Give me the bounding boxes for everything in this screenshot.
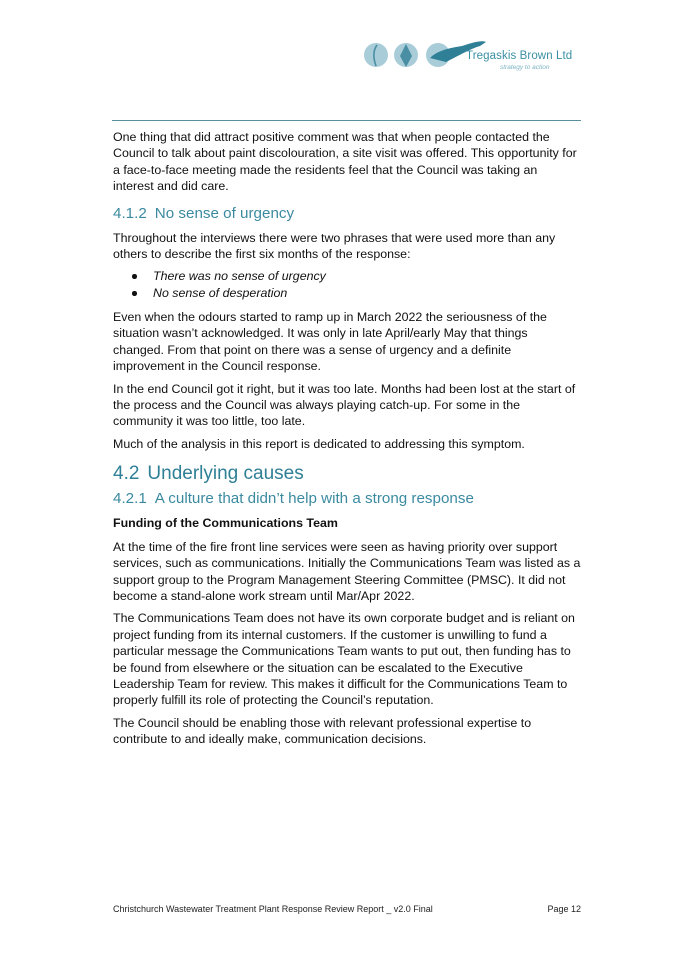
section-number: 4.2 bbox=[113, 463, 140, 485]
paragraph: Throughout the interviews there were two phrases that were used more than any others to describe the first six months of the response: bbox=[113, 230, 556, 262]
paragraph: The Council should be enabling those with relevant professional expertise to contribute to and ideally make, communication decisions. bbox=[113, 715, 532, 747]
logo-tagline: strategy to action bbox=[500, 64, 550, 71]
bullet-item: There was no sense of urgency bbox=[113, 268, 581, 285]
bullet-list bbox=[113, 268, 581, 302]
section-heading-4-1-2 bbox=[113, 205, 581, 223]
page-content bbox=[113, 129, 581, 754]
section-title: No sense of urgency bbox=[154, 204, 295, 222]
header-rule bbox=[112, 120, 581, 121]
company-logo bbox=[362, 36, 572, 78]
section-title: A culture that didn’t help with a strong response bbox=[154, 490, 474, 508]
paragraph: One thing that did attract positive comment was that when people contacted the Council to talk about paint discolouration, a site visit was offered. This opportunity for a face-to-face meeting made the residents feel that the Council was taking an interest and did care. bbox=[113, 130, 577, 194]
section-title: Underlying causes bbox=[147, 463, 304, 485]
paragraph: At the time of the fire front line services were seen as having priority over support services, such as communications. Initially the Communications Team was listed as a support group to the Program Management Steering Committee (PMSC). It did not become a stand-alone work stream until Mar/Apr 2022. bbox=[113, 539, 581, 603]
section-heading-4-2 bbox=[113, 462, 581, 486]
paragraph: Much of the analysis in this report is dedicated to addressing this symptom. bbox=[113, 436, 525, 451]
section-number: 4.1.2 bbox=[113, 204, 147, 222]
section-number: 4.2.1 bbox=[113, 490, 147, 508]
page-number: Page 12 bbox=[547, 904, 581, 914]
paragraph: In the end Council got it right, but it was too late. Months had been lost at the start of the process and the Council was always playing catch-up. For some in the community it was too little, too late. bbox=[113, 381, 576, 429]
section-heading-4-2-1 bbox=[113, 490, 581, 508]
page-footer bbox=[113, 904, 581, 914]
logo-name: Tregaskis Brown Ltd bbox=[466, 50, 573, 62]
footer-report-title: Christchurch Wastewater Treatment Plant Response Review Report _ v2.0 Final bbox=[113, 904, 433, 914]
bold-subheading: Funding of the Communications Team bbox=[113, 516, 338, 531]
paragraph: Even when the odours started to ramp up in March 2022 the seriousness of the situation wasn’t acknowledged. It was only in late April/early May that things changed. From that point on there was a sense of urgency and a definite improvement in the Council response. bbox=[113, 310, 547, 374]
bullet-item: No sense of desperation bbox=[113, 285, 581, 302]
paragraph: The Communications Team does not have its own corporate budget and is reliant on project funding from its internal customers. If the customer is unwilling to fund a particular message the Communications Team wants to put out, then funding has to be found from elsewhere or the situation can be escalated to the Executive Leadership Team for review. This makes it difficult for the Communications Team to properly fulfill its role of protecting the Council’s reputation. bbox=[113, 611, 575, 708]
